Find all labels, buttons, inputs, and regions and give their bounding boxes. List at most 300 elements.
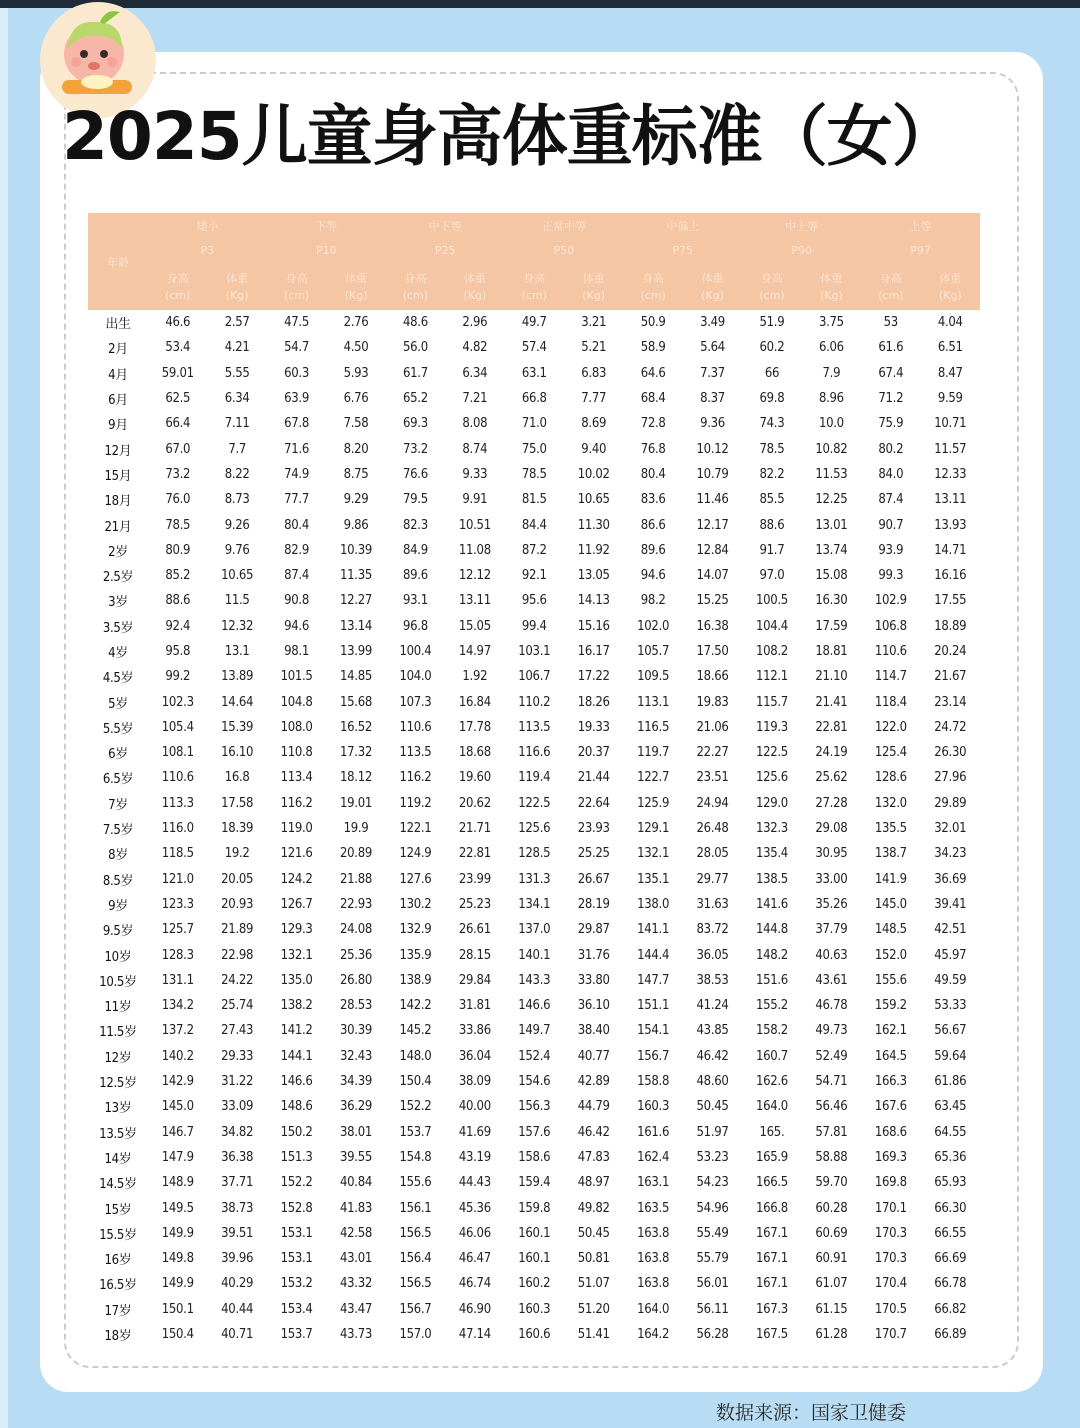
weight-value-cell: 44.79 [577,1099,610,1115]
weight-value-cell: 12.25 [815,492,848,508]
weight-value-cell: 40.00 [458,1099,491,1115]
height-value-cell: 116.2 [399,770,432,786]
weight-value-cell: 14.85 [340,669,372,685]
weight-value-cell: 25.62 [815,770,848,786]
height-value-cell: 144.4 [637,947,670,963]
weight-value-cell: 28.05 [696,846,729,862]
weight-value-cell: 13.11 [458,593,491,609]
height-value-cell: 148.2 [755,947,788,963]
weight-value-cell: 13.74 [815,542,848,558]
weight-value-cell: 47.83 [577,1149,610,1165]
table-row [88,689,980,714]
height-value-cell: 151.6 [755,972,788,988]
percentile-group-name: 矮小 [148,213,267,238]
weight-value-cell: 9.36 [700,416,725,432]
height-unit: (cm) [402,288,429,302]
age-cell: 4.5岁 [102,671,134,687]
height-value-cell: 104.8 [280,694,313,710]
weight-value-cell: 25.25 [577,846,610,862]
weight-value-cell: 26.61 [458,922,491,938]
height-value-cell: 110.2 [518,694,551,710]
age-cell: 14岁 [104,1151,132,1167]
height-value-cell: 105.7 [637,644,670,659]
weight-value-cell: 14.64 [221,694,254,710]
weight-value-cell: 15.05 [458,618,491,634]
height-value-cell: 50.9 [640,315,666,331]
weight-value-cell: 64.55 [934,1124,967,1140]
weight-value-cell: 16.52 [340,719,372,735]
height-value-cell: 146.6 [518,998,551,1014]
height-value-cell: 160.3 [518,1301,551,1317]
height-value-cell: 110.8 [280,745,313,761]
height-value-cell: 99.4 [521,618,547,634]
weight-value-cell: 46.42 [577,1124,610,1140]
height-value-cell: 162.4 [637,1149,670,1165]
weight-value-cell: 8.08 [462,416,488,432]
weight-value-cell: 66.55 [934,1225,967,1241]
weight-value-cell: 16.38 [696,618,729,634]
weight-unit: (Kg) [819,288,843,302]
weight-value-cell: 61.15 [815,1301,848,1317]
weight-value-cell: 21.88 [340,871,372,887]
height-value-cell: 140.2 [161,1048,194,1064]
percentile-group-name: 中下等 [386,213,505,238]
weight-value-cell: 83.72 [696,922,729,938]
height-value-cell: 144.8 [755,922,788,938]
height-value-cell: 124.2 [280,871,313,887]
weight-value-cell: 15.16 [577,618,610,634]
table-row [88,436,980,461]
weight-unit: (Kg) [225,288,249,302]
table-row [88,1271,980,1296]
height-value-cell: 73.2 [403,441,428,457]
weight-value-cell: 9.91 [462,492,488,508]
height-value-cell: 129.1 [637,821,670,837]
weight-value-cell: 11.30 [577,517,610,533]
percentile-code: P97 [861,238,980,263]
percentile-code: P90 [742,238,861,263]
height-value-cell: 159.4 [518,1175,551,1191]
weight-value-cell: 21.89 [221,922,254,938]
height-value-cell: 113.5 [399,745,432,761]
height-label: 身高 [642,271,665,285]
weight-value-cell: 46.74 [458,1276,491,1292]
height-value-cell: 125.9 [637,795,670,811]
height-value-cell: 119.0 [280,821,313,837]
height-value-cell: 63.1 [521,365,547,381]
height-value-cell: 119.7 [637,745,670,761]
table-row [88,1170,980,1195]
weight-value-cell: 36.69 [934,871,967,887]
height-value-cell: 132.9 [399,922,432,938]
weight-value-cell: 8.69 [581,416,607,432]
weight-value-cell: 6.83 [581,365,607,381]
height-value-cell: 137.2 [161,1023,194,1039]
height-value-cell: 110.6 [874,644,907,659]
table-body [88,310,980,1347]
weight-value-cell: 26.80 [340,972,372,988]
height-value-cell: 164.0 [755,1099,788,1115]
height-value-cell: 134.1 [518,896,551,912]
height-value-cell: 156.7 [399,1301,432,1317]
height-value-cell: 116.0 [161,821,194,837]
percentile-code: P10 [267,238,386,263]
height-value-cell: 160.1 [518,1225,551,1241]
table-row [88,993,980,1018]
height-value-cell: 158.6 [518,1149,551,1165]
height-value-cell: 112.1 [755,669,788,685]
weight-value-cell: 22.64 [577,795,610,811]
weight-value-cell: 56.67 [934,1023,967,1039]
weight-value-cell: 21.44 [577,770,610,786]
weight-unit: (Kg) [701,288,724,302]
height-value-cell: 132.3 [755,821,788,837]
height-value-cell: 73.2 [165,466,191,482]
percentile-group-name: 中偏上 [623,213,742,238]
weight-value-cell: 21.71 [458,821,491,837]
age-cell: 15岁 [104,1202,132,1218]
weight-value-cell: 20.89 [340,846,372,862]
weight-value-cell: 9.86 [343,517,369,533]
weight-value-cell: 45.97 [934,947,967,963]
weight-value-cell: 32.43 [340,1048,372,1064]
height-label: 身高 [523,271,546,285]
weight-column-header [207,263,266,310]
weight-value-cell: 41.69 [458,1124,491,1140]
weight-value-cell: 7.9 [822,365,841,381]
weight-value-cell: 44.43 [458,1175,491,1191]
height-value-cell: 152.2 [399,1099,432,1115]
height-value-cell: 92.4 [165,618,191,634]
height-value-cell: 164.5 [874,1048,907,1064]
age-cell: 2月 [108,342,128,358]
height-value-cell: 151.1 [637,998,670,1014]
weight-value-cell: 12.17 [696,517,729,533]
height-value-cell: 96.8 [403,618,428,634]
table-row [88,1145,980,1170]
weight-value-cell: 15.68 [340,694,372,710]
height-value-cell: 109.5 [637,669,670,685]
weight-value-cell: 18.68 [458,745,491,761]
weight-value-cell: 10.82 [815,441,848,457]
weight-value-cell: 5.64 [700,340,725,356]
height-value-cell: 87.4 [284,568,309,584]
height-value-cell: 130.2 [399,896,432,912]
height-value-cell: 113.4 [280,770,313,786]
weight-value-cell: 31.76 [577,947,610,963]
weight-value-cell: 10.65 [221,568,254,584]
height-value-cell: 149.9 [161,1225,194,1241]
weight-column-header [921,263,980,310]
weight-value-cell: 48.60 [696,1074,729,1090]
height-value-cell: 131.3 [518,871,551,887]
weight-value-cell: 42.51 [934,922,967,938]
height-value-cell: 104.4 [755,618,788,634]
height-value-cell: 170.7 [874,1327,907,1343]
weight-value-cell: 23.14 [934,694,967,710]
weight-value-cell: 22.27 [696,745,729,761]
height-value-cell: 97.0 [759,568,785,584]
weight-value-cell: 65.93 [934,1175,967,1191]
table-row [88,462,980,487]
weight-value-cell: 7.37 [700,365,725,381]
height-value-cell: 122.5 [755,745,788,761]
weight-value-cell: 60.91 [815,1251,848,1267]
weight-value-cell: 23.51 [696,770,729,786]
height-value-cell: 128.3 [161,947,194,963]
height-value-cell: 153.7 [280,1327,313,1343]
height-value-cell: 156.3 [518,1099,551,1115]
height-value-cell: 76.8 [640,441,666,457]
weight-value-cell: 42.58 [340,1225,372,1241]
height-value-cell: 87.2 [521,542,547,558]
weight-value-cell: 19.9 [343,821,369,837]
height-value-cell: 49.7 [521,315,547,331]
height-value-cell: 147.7 [637,972,670,988]
weight-value-cell: 3.49 [700,315,725,331]
height-value-cell: 132.1 [280,947,313,963]
height-unit: (cm) [640,288,666,302]
weight-value-cell: 9.26 [224,517,250,533]
height-column-header [861,263,920,310]
height-value-cell: 149.7 [518,1023,551,1039]
height-value-cell: 87.4 [878,492,904,508]
weight-value-cell: 50.45 [696,1099,729,1115]
weight-value-cell: 15.08 [815,568,848,584]
weight-value-cell: 9.33 [462,466,488,482]
weight-value-cell: 36.29 [340,1099,372,1115]
weight-value-cell: 7.11 [224,416,250,432]
weight-value-cell: 26.48 [696,821,729,837]
age-cell: 15.5岁 [99,1227,137,1243]
table-row [88,588,980,613]
height-value-cell: 159.2 [874,998,907,1014]
weight-value-cell: 15.39 [221,719,254,735]
height-value-cell: 48.6 [403,315,428,331]
weight-value-cell: 38.73 [221,1200,254,1216]
height-value-cell: 148.5 [874,922,907,938]
weight-value-cell: 46.47 [458,1251,491,1267]
weight-value-cell: 9.40 [581,441,607,457]
weight-value-cell: 22.81 [815,719,848,735]
height-value-cell: 164.2 [637,1327,670,1343]
weight-value-cell: 2.57 [224,315,250,331]
height-value-cell: 58.9 [640,340,666,356]
height-value-cell: 154.6 [518,1074,551,1090]
table-row [88,1246,980,1271]
height-value-cell: 146.7 [161,1124,194,1140]
height-value-cell: 67.8 [284,416,309,432]
height-value-cell: 144.1 [280,1048,313,1064]
weight-label: 体重 [939,271,962,285]
height-value-cell: 108.0 [280,719,313,735]
weight-value-cell: 66.69 [934,1251,967,1267]
height-value-cell: 115.7 [755,694,788,710]
weight-value-cell: 6.34 [462,365,488,381]
height-value-cell: 89.6 [640,542,666,558]
table-row [88,538,980,563]
weight-value-cell: 18.26 [577,694,610,710]
weight-value-cell: 14.97 [458,644,491,659]
height-value-cell: 145.2 [399,1023,432,1039]
height-value-cell: 141.9 [874,871,907,887]
height-value-cell: 82.2 [759,466,785,482]
height-value-cell: 91.7 [759,542,785,558]
height-value-cell: 95.8 [165,644,191,659]
weight-unit: (Kg) [463,288,487,302]
height-value-cell: 167.1 [755,1251,788,1267]
weight-value-cell: 6.06 [818,340,844,356]
weight-label: 体重 [701,271,724,285]
table-row [88,1044,980,1069]
weight-value-cell: 30.95 [815,846,848,862]
weight-value-cell: 39.55 [340,1149,372,1165]
percentile-group-name: 上等 [861,213,980,238]
weight-value-cell: 7.77 [581,391,607,407]
weight-value-cell: 20.24 [934,644,967,659]
height-value-cell: 126.7 [280,896,313,912]
height-value-cell: 122.1 [399,821,432,837]
weight-value-cell: 10.71 [934,416,967,432]
weight-value-cell: 8.73 [224,492,250,508]
weight-value-cell: 5.55 [224,365,250,381]
age-cell: 8岁 [108,848,128,864]
weight-value-cell: 34.82 [221,1124,254,1140]
height-value-cell: 103.1 [518,644,551,659]
weight-value-cell: 5.93 [343,365,369,381]
height-value-cell: 51.9 [759,315,785,331]
height-value-cell: 60.3 [284,365,309,381]
weight-value-cell: 60.28 [815,1200,848,1216]
age-cell: 6岁 [108,747,128,763]
height-value-cell: 148.6 [280,1099,313,1115]
age-cell: 10.5岁 [99,974,137,990]
table-row [88,664,980,689]
height-value-cell: 65.2 [403,391,428,407]
height-value-cell: 98.2 [640,593,666,609]
height-value-cell: 78.5 [759,441,785,457]
age-cell: 6月 [108,393,128,409]
weight-value-cell: 10.0 [818,416,844,432]
height-value-cell: 93.9 [878,542,904,558]
height-value-cell: 80.4 [640,466,666,482]
height-value-cell: 54.7 [284,340,309,356]
table-row [88,487,980,512]
height-value-cell: 80.9 [165,542,191,558]
age-cell: 17岁 [104,1303,132,1319]
weight-value-cell: 40.84 [340,1175,372,1191]
height-value-cell: 141.1 [637,922,670,938]
height-value-cell: 162.6 [755,1074,788,1090]
height-value-cell: 53 [883,315,898,331]
height-value-cell: 71.2 [878,391,904,407]
table-row [88,1094,980,1119]
weight-value-cell: 4.50 [343,340,369,356]
height-column-header [505,263,564,310]
height-value-cell: 61.6 [878,340,904,356]
table-row [88,715,980,740]
weight-value-cell: 29.33 [221,1048,254,1064]
weight-value-cell: 56.28 [696,1327,729,1343]
height-value-cell: 53.4 [165,340,191,356]
height-value-cell: 147.9 [161,1149,194,1165]
table-row [88,361,980,386]
weight-value-cell: 55.49 [696,1225,729,1241]
height-label: 身高 [166,271,189,285]
height-value-cell: 80.4 [284,517,309,533]
height-value-cell: 125.6 [518,821,551,837]
height-value-cell: 152.8 [280,1200,313,1216]
height-column-header [148,263,207,310]
height-value-cell: 135.1 [637,871,670,887]
height-value-cell: 59.01 [161,365,194,381]
height-value-cell: 106.8 [874,618,907,634]
percentile-code: P3 [148,238,267,263]
height-unit: (cm) [878,288,904,302]
height-value-cell: 169.3 [874,1149,907,1165]
growth-table [88,213,980,1347]
height-value-cell: 170.1 [874,1200,907,1216]
height-value-cell: 156.4 [399,1251,432,1267]
height-value-cell: 88.6 [165,593,191,609]
weight-value-cell: 8.75 [343,466,369,482]
weight-value-cell: 19.33 [577,719,610,735]
weight-value-cell: 20.62 [458,795,491,811]
table-header [88,213,980,310]
weight-value-cell: 47.14 [458,1327,491,1343]
height-value-cell: 94.6 [284,618,309,634]
weight-value-cell: 34.23 [934,846,967,862]
height-value-cell: 110.6 [399,719,432,735]
weight-value-cell: 29.84 [458,972,491,988]
weight-value-cell: 28.53 [340,998,372,1014]
height-value-cell: 161.6 [637,1124,670,1140]
height-value-cell: 47.5 [284,315,309,331]
weight-value-cell: 39.96 [221,1251,254,1267]
weight-value-cell: 17.32 [340,745,372,761]
height-value-cell: 152.4 [518,1048,551,1064]
weight-value-cell: 24.08 [340,922,372,938]
height-label: 身高 [760,271,783,285]
height-value-cell: 145.0 [874,896,907,912]
age-cell: 3.5岁 [102,620,134,636]
height-value-cell: 149.8 [161,1251,194,1267]
weight-value-cell: 9.59 [937,391,963,407]
height-value-cell: 148.9 [161,1175,194,1191]
weight-value-cell: 38.53 [696,972,729,988]
height-value-cell: 167.6 [874,1099,907,1115]
height-value-cell: 95.6 [521,593,547,609]
age-cell: 18月 [104,494,132,510]
height-value-cell: 119.4 [518,770,551,786]
weight-value-cell: 10.12 [696,441,729,457]
weight-value-cell: 19.01 [340,795,372,811]
weight-value-cell: 19.83 [696,694,729,710]
height-value-cell: 150.4 [399,1074,432,1090]
weight-value-cell: 49.73 [815,1023,848,1039]
weight-value-cell: 40.63 [815,947,848,963]
weight-value-cell: 29.89 [934,795,967,811]
height-value-cell: 92.1 [521,568,547,584]
table-row [88,1120,980,1145]
height-value-cell: 141.2 [280,1023,313,1039]
height-value-cell: 142.2 [399,998,432,1014]
weight-value-cell: 33.80 [577,972,610,988]
weight-value-cell: 39.41 [934,896,967,912]
height-value-cell: 76.0 [165,492,191,508]
height-value-cell: 135.0 [280,972,313,988]
height-value-cell: 81.5 [521,492,547,508]
